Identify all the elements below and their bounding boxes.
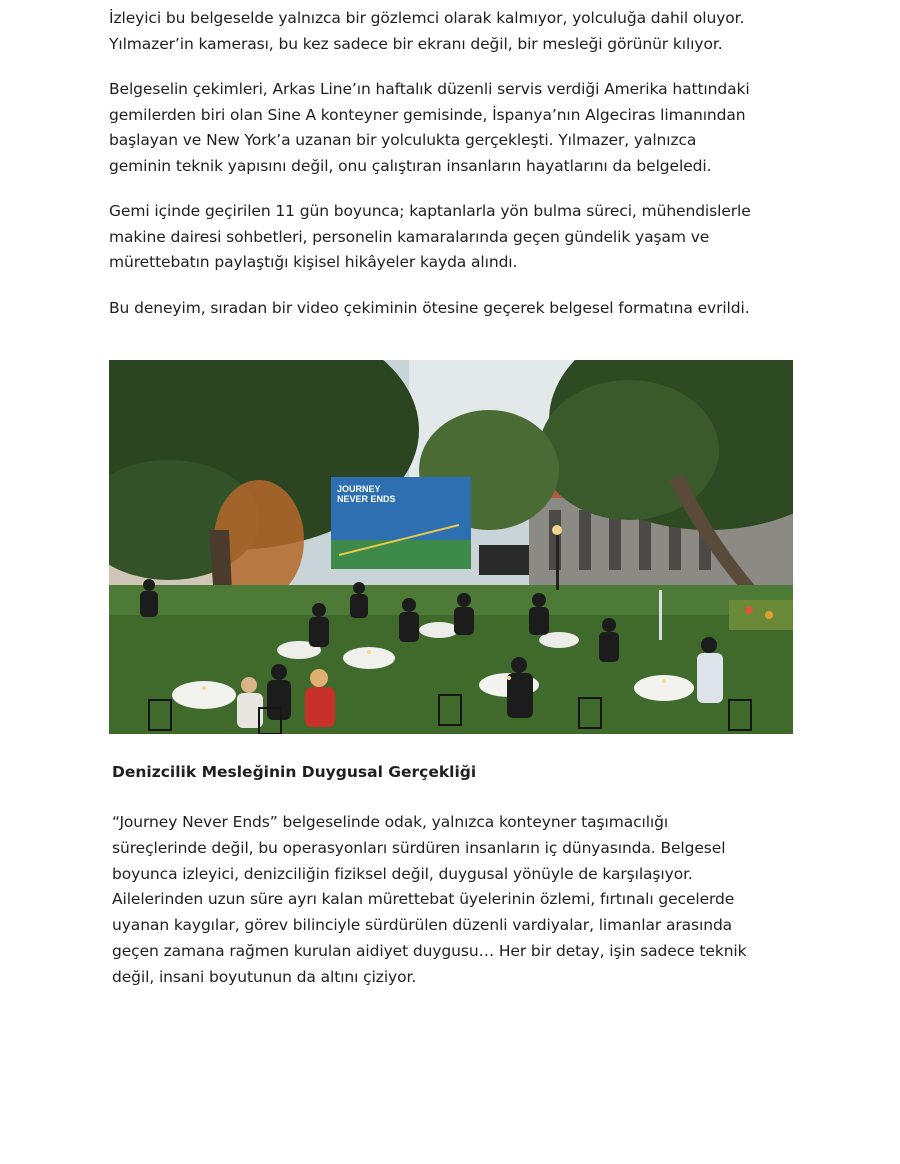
screen-title-line1: JOURNEY (337, 484, 381, 494)
text-line: Ailelerinden uzun süre ayrı kalan mürettebat üyelerinin özlemi, fırtınalı gecelerde (112, 890, 735, 909)
text-line: gemilerden biri olan Sine A konteyner gemisinde, İspanya’nın Algeciras limanından (109, 105, 746, 124)
paragraph-1 (109, 6, 799, 57)
text-line: geminin teknik yapısını değil, onu çalıştıran insanların hayatlarını da belgeledi. (109, 156, 712, 175)
paragraph-3 (109, 199, 799, 276)
screen-title-line2: NEVER ENDS (337, 494, 396, 504)
text-line: Bu deneyim, sıradan bir video çekiminin ötesine geçerek belgesel formatına evrildi. (109, 298, 750, 317)
text-line: İzleyici bu belgeselde yalnızca bir gözlemci olarak kalmıyor, yolculuğa dahil oluyor. (109, 9, 745, 27)
text-line: başlayan ve New York’a uzanan bir yolculukta gerçekleşti. Yılmazer, yalnızca (109, 131, 697, 149)
text-line: Gemi içinde geçirilen 11 gün boyunca; kaptanlarla yön bulma süreci, mühendislerle (109, 202, 751, 220)
section-heading: Denizcilik Mesleğinin Duygusal Gerçekliği (112, 763, 477, 781)
text-line: boyunca izleyici, denizciliğin fiziksel değil, duygusal yönüyle de karşılaşıyor. (112, 864, 693, 883)
paragraph-4 (109, 296, 799, 322)
text-line: mürettebatın paylaştığı kişisel hikâyeler kayda alındı. (109, 253, 518, 271)
text-line: Belgeselin çekimleri, Arkas Line’ın haftalık düzenli servis verdiği Amerika hattındaki (109, 80, 750, 98)
event-photo (109, 360, 793, 734)
text-line: süreçlerinde değil, bu operasyonları sürdüren insanların iç dünyasında. Belgesel (112, 838, 726, 857)
text-line: geçen zamana rağmen kurulan aidiyet duygusu… Her bir detay, işin sadece teknik (112, 941, 747, 960)
text-line: Yılmazer’in kamerası, bu kez sadece bir ekranı değil, bir mesleği görünür kılıyor. (109, 34, 723, 53)
text-line: makine dairesi sohbetleri, personelin kamaralarında geçen gündelik yaşam ve (109, 227, 710, 246)
text-line: “Journey Never Ends” belgeselinde odak, yalnızca konteyner taşımacılığı (112, 813, 669, 831)
outdoor-screening-illustration (109, 360, 793, 734)
text-line: değil, insani boyutunun da altını çiziyor. (112, 967, 417, 986)
text-line: uyanan kaygılar, görev bilinciyle sürdürülen düzenli vardiyalar, limanlar arasında (112, 916, 733, 935)
paragraph-2 (109, 77, 799, 179)
article-body (109, 6, 799, 341)
section-paragraph (112, 810, 802, 991)
